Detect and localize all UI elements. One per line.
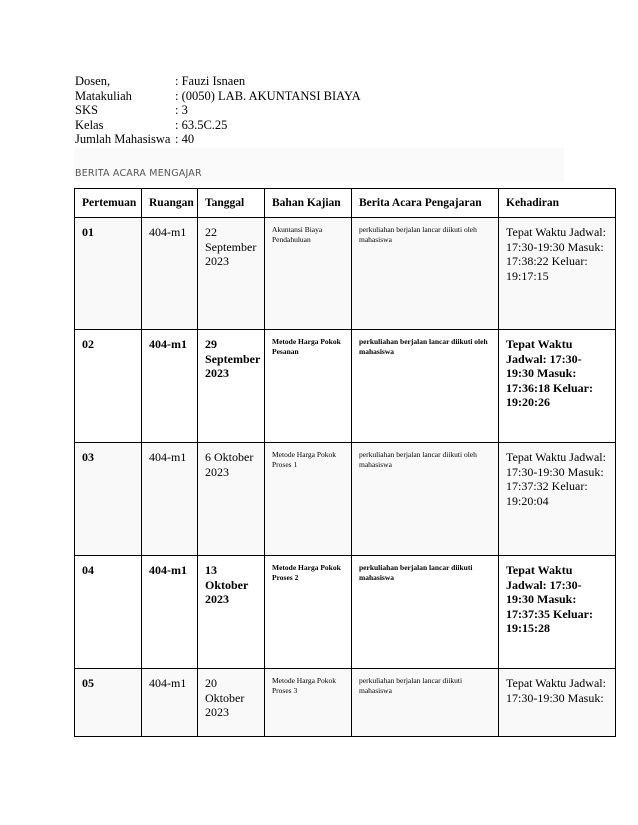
cell-pertemuan: 05 <box>75 669 142 737</box>
info-label: SKS <box>75 103 98 118</box>
cell-kehadiran: Tepat Waktu Jadwal: 17:30-19:30 Masuk: 17:36:18 Keluar: 19:20:26 <box>499 330 616 443</box>
table-row <box>75 330 616 443</box>
info-label: Kelas <box>75 117 104 132</box>
table-row <box>75 443 616 556</box>
cell-ruangan: 404-m1 <box>142 330 198 443</box>
info-value: : Fauzi Isnaen <box>175 74 246 88</box>
info-row-kelas <box>75 118 361 133</box>
cell-kehadiran: Tepat Waktu Jadwal: 17:30-19:30 Masuk: 17:37:32 Keluar: 19:20:04 <box>499 443 616 556</box>
info-row-sks <box>75 103 361 118</box>
header-tanggal: Tanggal <box>198 189 265 218</box>
info-value: : 40 <box>175 132 195 147</box>
table-row <box>75 669 616 737</box>
header-ruangan: Ruangan <box>142 189 198 218</box>
info-row-dosen <box>75 74 361 89</box>
info-label: Dosen, <box>75 74 111 88</box>
cell-bahan-kajian: Metode Harga Pokok Proses 2 <box>265 556 352 669</box>
table-row <box>75 218 616 330</box>
cell-ruangan: 404-m1 <box>142 443 198 556</box>
info-value: : (0050) LAB. AKUNTANSI BIAYA <box>175 88 361 103</box>
berita-acara-table <box>74 188 616 737</box>
cell-pertemuan: 01 <box>75 218 142 330</box>
cell-kehadiran: Tepat Waktu Jadwal: 17:30-19:30 Masuk: 17:37:35 Keluar: 19:15:28 <box>499 556 616 669</box>
cell-berita-acara: perkuliahan berjalan lancar diikuti oleh mahasiswa <box>352 330 499 443</box>
header-bahan-kajian: Bahan Kajian <box>265 189 352 218</box>
info-label: Jumlah Mahasiswa <box>75 132 171 147</box>
cell-pertemuan: 04 <box>75 556 142 669</box>
cell-kehadiran: Tepat Waktu Jadwal: 17:30-19:30 Masuk: <box>499 669 616 737</box>
cell-pertemuan: 03 <box>75 443 142 556</box>
cell-pertemuan: 02 <box>75 330 142 443</box>
cell-tanggal: 22 September 2023 <box>198 218 265 330</box>
cell-bahan-kajian: Metode Harga Pokok Proses 1 <box>265 443 352 556</box>
cell-ruangan: 404-m1 <box>142 669 198 737</box>
cell-tanggal: 20 Oktober 2023 <box>198 669 265 737</box>
cell-tanggal: 6 Oktober 2023 <box>198 443 265 556</box>
header-pertemuan: Pertemuan <box>75 189 142 218</box>
table-row <box>75 556 616 669</box>
table-header-row <box>75 189 616 218</box>
info-row-matakuliah <box>75 89 361 104</box>
cell-bahan-kajian: Akuntansi Biaya Pendahuluan <box>265 218 352 330</box>
cell-bahan-kajian: Metode Harga Pokok Proses 3 <box>265 669 352 737</box>
cell-berita-acara: perkuliahan berjalan lancar diikuti oleh mahasiswa <box>352 218 499 330</box>
cell-ruangan: 404-m1 <box>142 556 198 669</box>
cell-berita-acara: perkuliahan berjalan lancar diikuti mahasiswa <box>352 556 499 669</box>
header-kehadiran: Kehadiran <box>499 189 616 218</box>
info-row-jumlah-mahasiswa <box>75 132 361 147</box>
info-label: Matakuliah <box>75 88 132 103</box>
cell-ruangan: 404-m1 <box>142 218 198 330</box>
cell-tanggal: 13 Oktober 2023 <box>198 556 265 669</box>
cell-berita-acara: perkuliahan berjalan lancar diikuti mahasiswa <box>352 669 499 737</box>
cell-berita-acara: perkuliahan berjalan lancar diikuti oleh mahasiswa <box>352 443 499 556</box>
cell-kehadiran: Tepat Waktu Jadwal: 17:30-19:30 Masuk: 17:38:22 Keluar: 19:17:15 <box>499 218 616 330</box>
section-title: BERITA ACARA MENGAJAR <box>75 168 202 179</box>
info-value: : 3 <box>175 103 188 118</box>
header-berita-acara: Berita Acara Pengajaran <box>352 189 499 218</box>
info-value: : 63.5C.25 <box>175 117 228 132</box>
course-info <box>75 74 361 147</box>
cell-bahan-kajian: Metode Harga Pokok Pesanan <box>265 330 352 443</box>
cell-tanggal: 29 September 2023 <box>198 330 265 443</box>
